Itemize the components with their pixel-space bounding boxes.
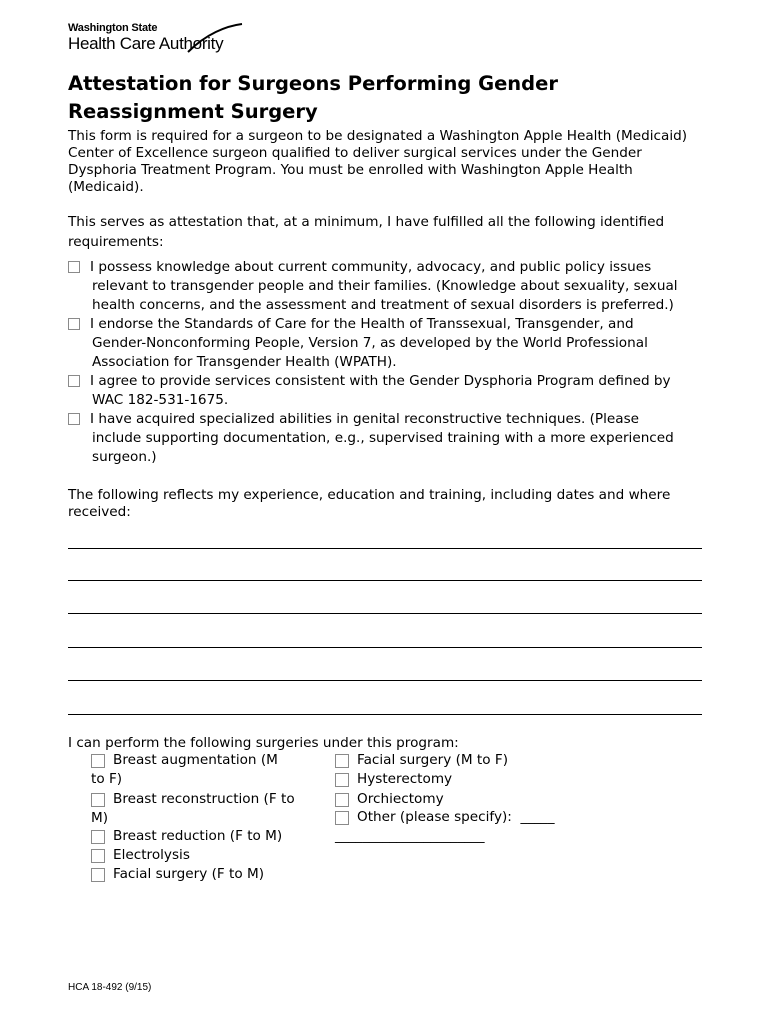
experience-entry-line[interactable] [68, 714, 702, 715]
surgery-checkbox[interactable] [335, 754, 349, 768]
requirement-text [90, 258, 710, 315]
surgery-label-line: ______________________ [335, 828, 485, 844]
requirement-text [90, 372, 710, 410]
experience-entry-line[interactable] [68, 680, 702, 681]
requirement-line: Association for Transgender Health (WPATH). [92, 354, 397, 370]
surgery-option [91, 751, 301, 789]
surgery-option [91, 865, 301, 884]
requirement-line: include supporting documentation, e.g., supervised training with a more experienced [92, 430, 674, 446]
experience-entry-line[interactable] [68, 613, 702, 614]
requirement-checkbox[interactable] [68, 318, 80, 330]
hca-logo [68, 22, 248, 58]
surgeries-prompt: I can perform the following surgeries under this program: [68, 735, 459, 751]
surgery-option [91, 790, 301, 828]
surgery-option [335, 751, 545, 770]
surgery-checkbox[interactable] [335, 773, 349, 787]
requirement-line: I have acquired specialized abilities in genital reconstructive techniques. (Please [90, 411, 640, 427]
requirement-line: Gender-Nonconforming People, Version 7, as developed by the World Professional [92, 335, 648, 351]
surgery-label-line: Breast augmentation (M [113, 752, 278, 768]
surgery-option [91, 846, 301, 865]
surgery-option [335, 790, 545, 809]
surgery-label-line: Facial surgery (M to F) [357, 752, 509, 768]
surgery-checkbox[interactable] [91, 793, 105, 807]
experience-entry-line[interactable] [68, 580, 702, 581]
surgery-checkbox[interactable] [91, 830, 105, 844]
surgery-checkbox[interactable] [91, 754, 105, 768]
requirement-text [90, 410, 710, 467]
surgery-label-line: Hysterectomy [357, 771, 453, 787]
surgery-label-line: Breast reduction (F to M) [113, 828, 283, 844]
requirement-line: I agree to provide services consistent with the Gender Dysphoria Program defined by [90, 373, 671, 389]
attestation-intro: This serves as attestation that, at a minimum, I have fulfilled all the following identified requirements: [68, 214, 665, 250]
surgery-option [335, 770, 545, 789]
requirement-line: relevant to transgender people and their families. (Knowledge about sexuality, sexual [92, 278, 678, 294]
surgery-label-line: M) [91, 810, 109, 826]
requirement-line: I possess knowledge about current community, advocacy, and public policy issues [90, 259, 652, 275]
surgery-option [91, 827, 301, 846]
requirement-line: I endorse the Standards of Care for the Health of Transsexual, Transgender, and [90, 316, 634, 332]
experience-entry-line[interactable] [68, 647, 702, 648]
form-number: HCA 18-492 (9/15) [68, 982, 152, 993]
requirement-checkbox[interactable] [68, 413, 80, 425]
experience-prompt: The following reflects my experience, education and training, including dates and where received: [68, 487, 671, 520]
surgery-label-line: to F) [91, 771, 123, 787]
surgery-checkbox[interactable] [335, 793, 349, 807]
requirement-line: surgeon.) [92, 449, 157, 465]
surgery-checkbox[interactable] [335, 811, 349, 825]
requirement-text [90, 315, 710, 372]
surgery-label-line: Orchiectomy [357, 791, 444, 807]
surgery-label-line: Breast reconstruction (F to [113, 791, 295, 807]
logo-line-2: Health Care Authority [68, 34, 224, 53]
requirement-line: health concerns, and the assessment and treatment of sexual disorders is preferred.) [92, 297, 674, 313]
logo-line-1: Washington State [68, 22, 158, 34]
surgery-checkbox[interactable] [91, 849, 105, 863]
requirement-checkbox[interactable] [68, 261, 80, 273]
page-title: Attestation for Surgeons Performing Gender Reassignment Surgery [68, 72, 558, 123]
surgery-option [335, 808, 555, 846]
intro-paragraph: This form is required for a surgeon to be designated a Washington Apple Health (Medicaid) Center of Excellence surgeon qualified to deliver surgical services under the Gender Dysphoria Treatment Program. You must be enrolled with Washington Apple Health (Medicaid). [68, 128, 688, 195]
requirement-line: WAC 182-531-1675. [92, 392, 229, 408]
surgery-label-line: Facial surgery (F to M) [113, 866, 265, 882]
logo-swoosh-icon [186, 22, 246, 56]
surgery-label-line: Other (please specify): _____ [357, 809, 555, 825]
experience-entry-line[interactable] [68, 548, 702, 549]
surgery-label-line: Electrolysis [113, 847, 190, 863]
surgery-checkbox[interactable] [91, 868, 105, 882]
requirement-checkbox[interactable] [68, 375, 80, 387]
